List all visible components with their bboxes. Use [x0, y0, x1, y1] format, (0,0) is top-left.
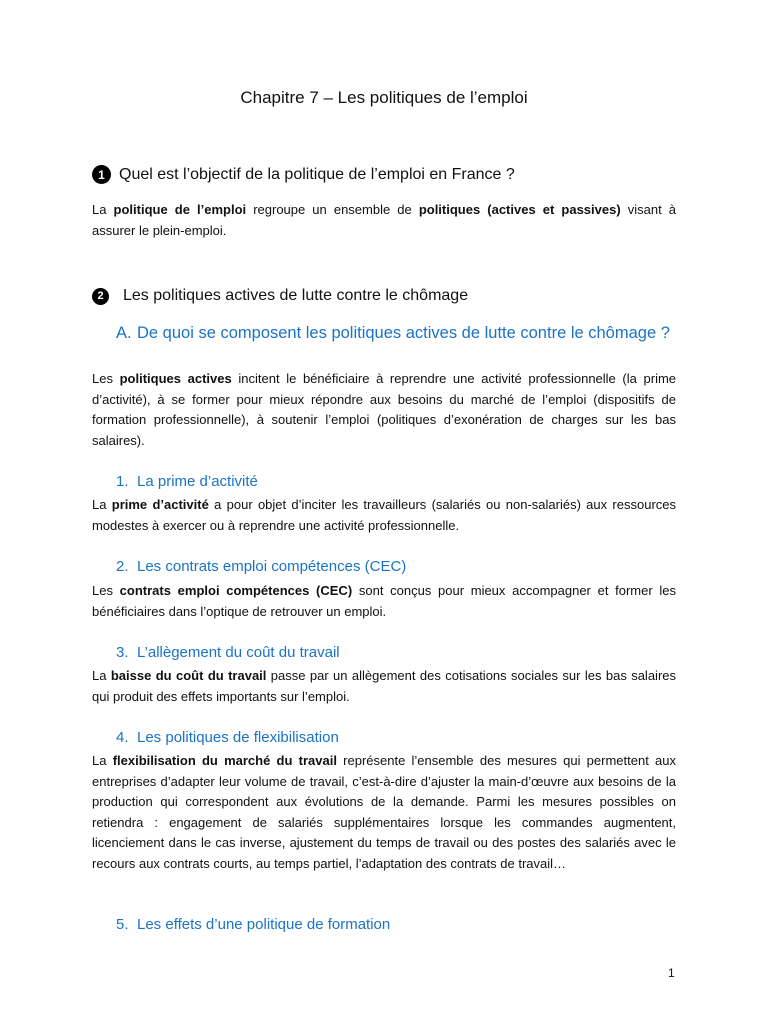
item-number: 5. — [116, 916, 129, 933]
section-2-heading-text: Les politiques actives de lutte contre le chômage — [123, 287, 469, 304]
item-heading-text: L’allègement du coût du travail — [137, 644, 340, 661]
item-1-heading — [116, 473, 258, 490]
text-run: La — [92, 753, 113, 768]
item-2-heading — [116, 558, 406, 575]
item-heading-text: La prime d’activité — [137, 473, 258, 490]
text-run: Les — [92, 371, 120, 386]
item-number: 4. — [116, 729, 129, 746]
text-run: représente l’ensemble des mesures qui permettent aux entreprises d’adapter leur volume de travail, c’est-à-dire d’ajuster la main-d’œuvre aux besoins de la production qui correspondent aux évolutions de la demande. Parmi les mesures possibles on retiendra : engagement de salariés supplémentaires lorsque les commandes augmentent, licenciement dans le cas inverse, ajustement du temps de travail ou des postes des salariés avec le recours aux contrats courts, au temps partiel, l’adaptation des contrats de travail… — [92, 753, 676, 871]
bold-term: politique de l’emploi — [113, 202, 247, 217]
item-number: 2. — [116, 558, 129, 575]
bold-term: baisse du coût du travail — [110, 668, 267, 683]
item-5-heading — [116, 916, 390, 933]
bold-term: prime d’activité — [111, 497, 209, 512]
text-run: visant à assurer le plein-emploi. — [92, 202, 676, 238]
text-run: La — [92, 497, 112, 512]
text-run: regroupe un ensemble de — [246, 202, 419, 217]
bold-term: flexibilisation du marché du travail — [112, 753, 337, 768]
item-2-paragraph — [92, 581, 676, 622]
item-3-paragraph — [92, 666, 676, 707]
section-1-heading — [92, 165, 515, 184]
text-run: La — [92, 668, 111, 683]
text-run: passe par un allègement des cotisations sociales sur les bas salaires qui produit des effets importants sur l’emploi. — [92, 668, 677, 704]
text-run: sont conçus pour mieux accompagner et former les bénéficiaires dans l’optique de retrouver un emploi. — [92, 583, 677, 619]
bold-term: contrats emploi compétences (CEC) — [119, 583, 353, 598]
bold-term: politiques (actives et passives) — [418, 202, 621, 217]
page-title: Chapitre 7 – Les politiques de l’emploi — [240, 88, 528, 107]
subsection-a-letter: A. — [116, 324, 132, 342]
section-1-heading-text: Quel est l’objectif de la politique de l’emploi en France ? — [119, 165, 515, 183]
item-3-heading — [116, 644, 340, 661]
subsection-a-heading — [116, 322, 676, 345]
item-1-paragraph — [92, 495, 676, 536]
section-1-number: 1 — [92, 165, 111, 184]
text-run: a pour objet d’inciter les travailleurs (salariés ou non-salariés) aux ressources modestes à exercer ou à reprendre une activité professionnelle. — [92, 497, 677, 533]
section-2-heading — [92, 287, 468, 305]
subsection-a-paragraph — [92, 369, 676, 451]
item-heading-text: Les effets d’une politique de formation — [137, 916, 391, 933]
item-number: 3. — [116, 644, 129, 661]
section-1-paragraph — [92, 200, 676, 241]
item-4-heading — [116, 729, 339, 746]
subsection-a-heading-text: De quoi se composent les politiques actives de lutte contre le chômage ? — [137, 324, 670, 342]
page-number: 1 — [668, 966, 675, 980]
item-number: 1. — [116, 473, 129, 490]
text-run: Les — [92, 583, 120, 598]
item-4-paragraph — [92, 751, 676, 874]
item-heading-text: Les contrats emploi compétences (CEC) — [137, 558, 407, 575]
text-run: incitent le bénéficiaire à reprendre une activité professionnelle (la prime d’activité), à se former pour mieux répondre aux besoins du marché de l’emploi (dispositifs de formation professionnelle), à soutenir l’emploi (politiques d’exonération de charges sur les bas salaires). — [92, 371, 677, 448]
text-run: La — [92, 202, 114, 217]
bold-term: politiques actives — [119, 371, 232, 386]
section-2-number: 2 — [92, 288, 109, 305]
item-heading-text: Les politiques de flexibilisation — [137, 729, 339, 746]
